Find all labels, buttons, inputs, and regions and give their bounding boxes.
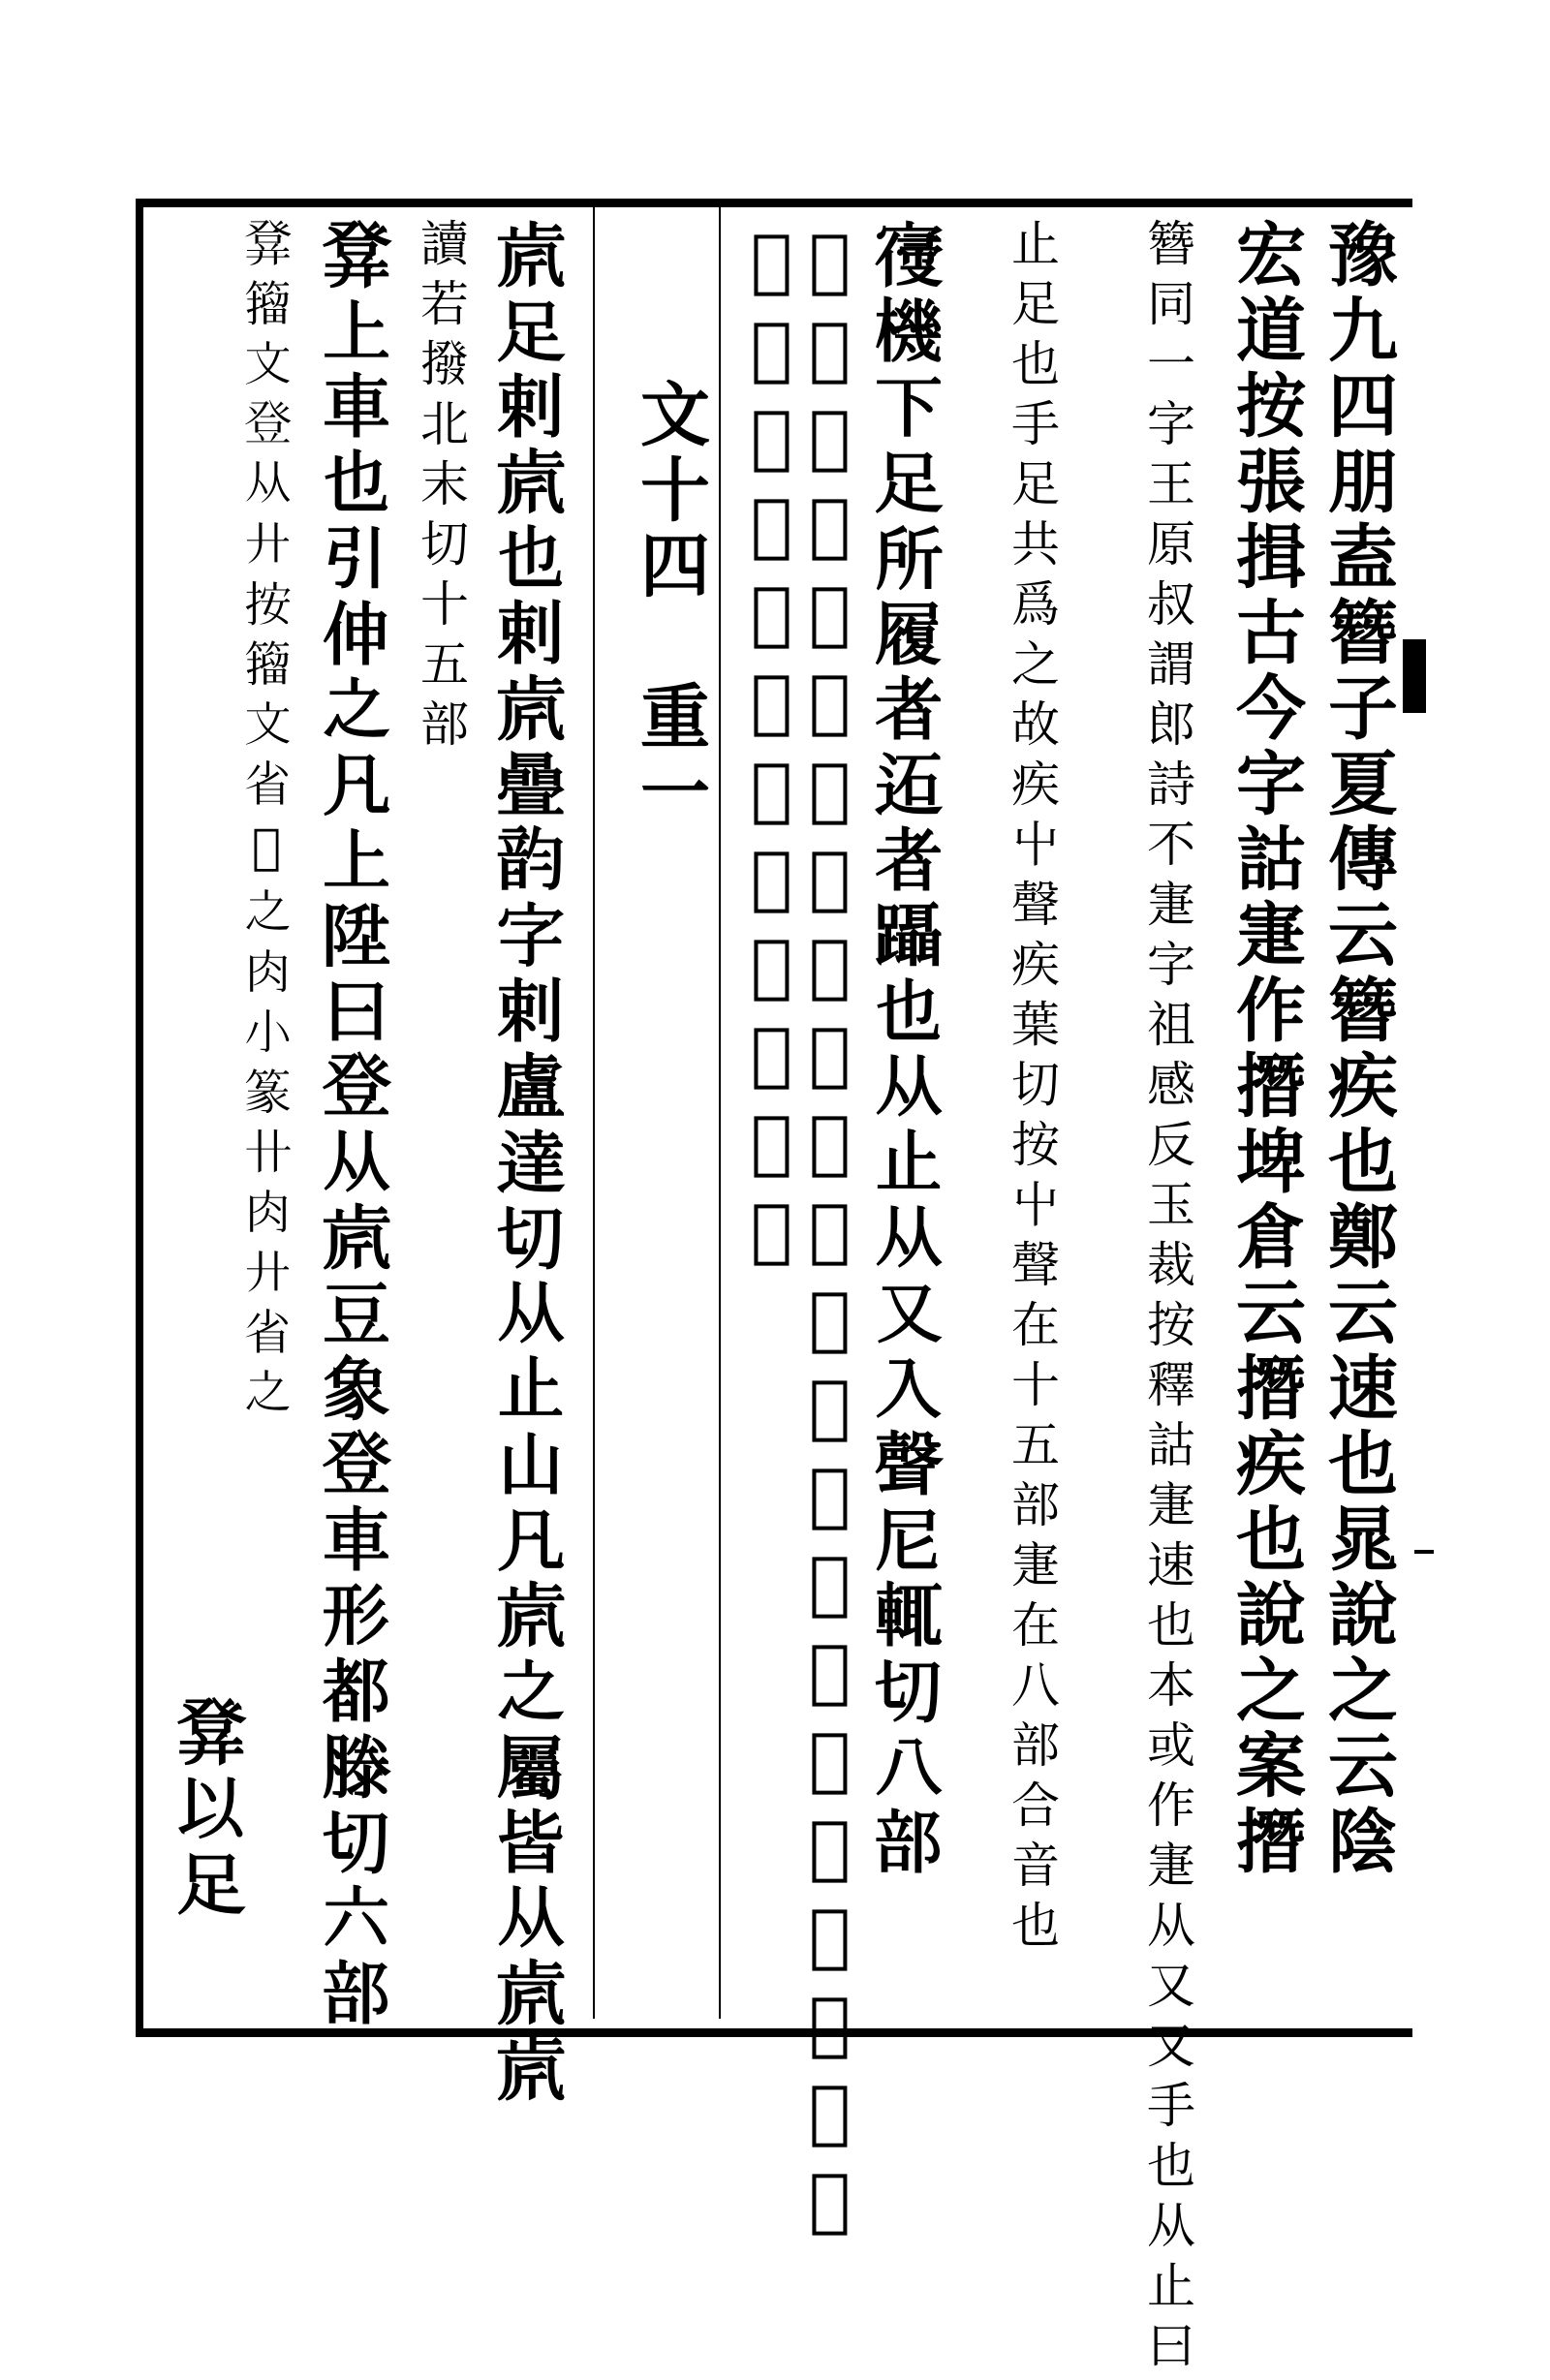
text-column-12: 𤼷籀文登从廾按籀文省𡘅之肉小篆卄肉廾省之 <box>238 218 294 1427</box>
text-column-11: 𤼷上車也引伸之凡上陞曰登从𣥪豆象登車形都滕切六部 <box>314 218 396 2031</box>
text-column-2: 宏道按張揖古今字詁寁作撍埤倉云撍疾也說之案撍 <box>1224 218 1307 1880</box>
page-edge-mark <box>1414 1550 1434 1554</box>
text-column-4: 止足也手足共爲之故疾屮聲疾葉切按屮聲在十五部寁在八部合音也 <box>1004 218 1060 1960</box>
text-column-5: 𡪢機下足所履者𨒙者躡也从止从又入聲尼輒切八部 <box>866 218 948 1880</box>
page-edge-tab <box>1403 639 1426 713</box>
column-rule <box>719 207 721 2019</box>
text-column-7: 𣥫不滑也从四止色立切七部 <box>730 218 813 1276</box>
text-column-3: 簪同一字王原叔謂郎詩不寁字祖感反玉裁按釋詁寁速也本或作寁从又又手也从止曰 <box>1139 218 1195 2380</box>
page-frame-left-edge <box>136 199 143 2029</box>
text-column-6: 𣥠蹈也从反止讀若撻廣韻引文字音義同他達切十五部 <box>789 218 871 2245</box>
section-count: 文十四 重一 <box>629 378 711 831</box>
text-column-1: 豫九四朋盍簪子夏傳云簪疾也鄭云速也晁說之云陰 <box>1317 218 1399 1880</box>
text-column-13: 𤼷以足 <box>169 1695 251 1922</box>
text-column-10: 讀若撥北末切十五部 <box>413 218 469 758</box>
column-rule <box>593 207 595 2019</box>
text-column-9: 𣥪足剌𣥪也剌𣥪曡韵字剌盧達切从止山凡𣥪之屬皆从𣥪𣥪 <box>488 218 571 2107</box>
